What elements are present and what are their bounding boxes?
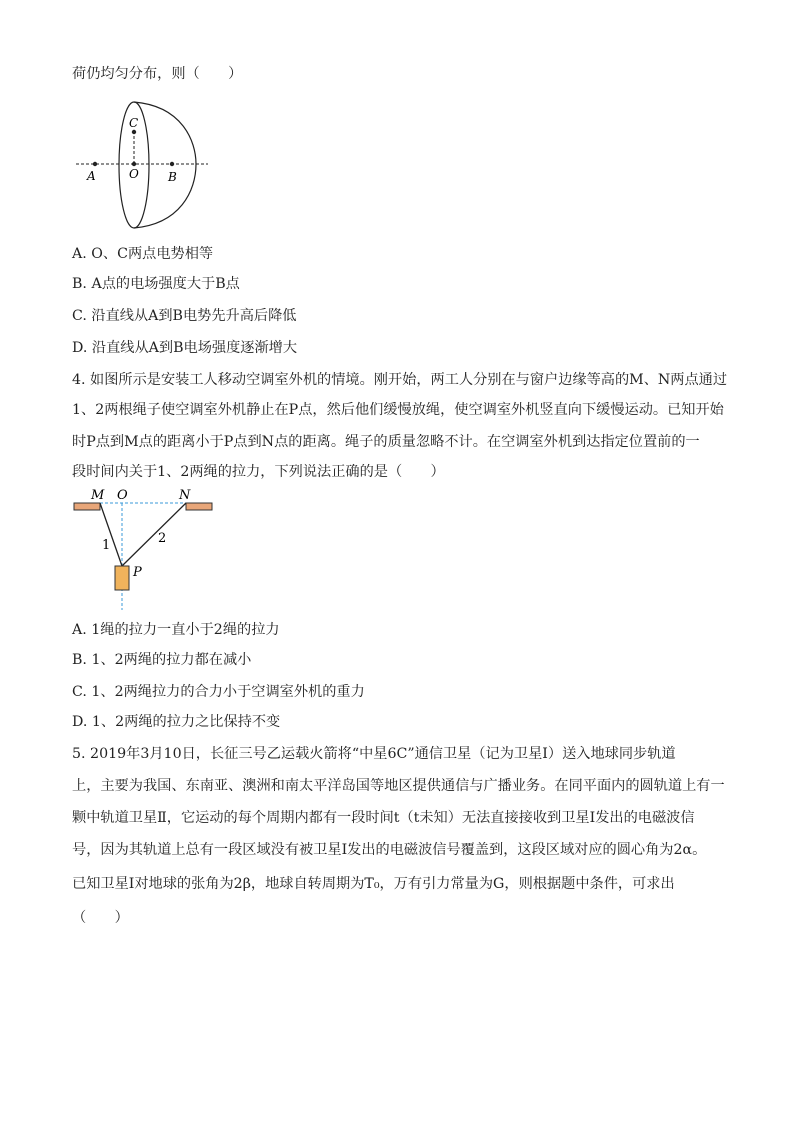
rope-1	[100, 503, 122, 566]
hemisphere-outline	[134, 102, 196, 228]
q4-option-a[interactable]: A. 1绳的拉力一直小于2绳的拉力	[72, 622, 280, 638]
ropes-figure	[72, 486, 218, 612]
point-B-dot	[170, 162, 174, 166]
point-A-dot	[93, 162, 97, 166]
air-conditioner-box	[115, 566, 129, 590]
point-O-dot	[132, 162, 136, 166]
q4-stem-line-3: 时P点到M点的距离小于P点到N点的距离。绳子的质量忽略不计。在空调室外机到达指定位置前的一	[72, 434, 700, 450]
q5-stem-line-4: 号，因为其轨道上总有一段区域没有被卫星Ⅰ发出的电磁波信号覆盖到，这段区域对应的圆心角为2α。	[72, 842, 707, 858]
label-1: 1	[102, 538, 111, 553]
left-window-ledge	[74, 503, 100, 510]
q4-option-d[interactable]: D. 1、2两绳的拉力之比保持不变	[72, 714, 281, 730]
q3-option-d[interactable]: D. 沿直线从A到B电场强度逐渐增大	[72, 340, 298, 356]
point-C-dot	[132, 130, 136, 134]
label-2: 2	[158, 531, 167, 546]
q5-stem-line-1: 5. 2019年3月10日，长征三号乙运载火箭将“中星6C”通信卫星（记为卫星Ⅰ）送入地球同步轨道	[72, 746, 676, 762]
label-B: B	[168, 170, 177, 184]
q4-stem-line-2: 1、2两根绳子使空调室外机静止在P点，然后他们缓慢放绳，使空调室外机竖直向下缓慢运动。已知开始	[72, 402, 724, 418]
label-A: A	[87, 169, 96, 183]
q5-stem-line-3: 颗中轨道卫星Ⅱ，它运动的每个周期内都有一段时间t（t未知）无法直接接收到卫星Ⅰ发出的电磁波信	[72, 810, 695, 826]
label-N: N	[179, 488, 191, 503]
q5-stem-line-6: （ ）	[72, 910, 129, 926]
q3-option-a[interactable]: A. O、C两点电势相等	[72, 246, 214, 262]
q4-option-b[interactable]: B. 1、2两绳的拉力都在减小	[72, 652, 252, 668]
right-window-ledge	[186, 503, 212, 510]
hemisphere-figure	[72, 96, 212, 236]
q4-stem-line-1: 4. 如图所示是安装工人移动空调室外机的情境。刚开始，两工人分别在与窗户边缘等高的M、N两点通过	[72, 372, 728, 388]
q4-stem-line-4: 段时间内关于1、2两绳的拉力，下列说法正确的是（ ）	[72, 464, 445, 480]
q5-stem-line-5: 已知卫星Ⅰ对地球的张角为2β，地球自转周期为T₀，万有引力常量为G，则根据题中条件，可求出	[72, 876, 675, 892]
q3-option-b[interactable]: B. A点的电场强度大于B点	[72, 276, 240, 292]
label-C: C	[129, 116, 139, 130]
rope-2	[122, 503, 186, 566]
label-P: P	[133, 565, 142, 580]
label-M: M	[91, 488, 105, 503]
q5-stem-line-2: 上，主要为我国、东南亚、澳洲和南太平洋岛国等地区提供通信与广播业务。在同平面内的圆轨道上有一	[72, 778, 725, 794]
q4-option-c[interactable]: C. 1、2两绳拉力的合力小于空调室外机的重力	[72, 684, 365, 700]
intro-line: 荷仍均匀分布，则（ ）	[72, 66, 243, 82]
label-O: O	[129, 167, 139, 181]
label-O: O	[117, 488, 128, 503]
q3-option-c[interactable]: C. 沿直线从A到B电势先升高后降低	[72, 308, 297, 324]
